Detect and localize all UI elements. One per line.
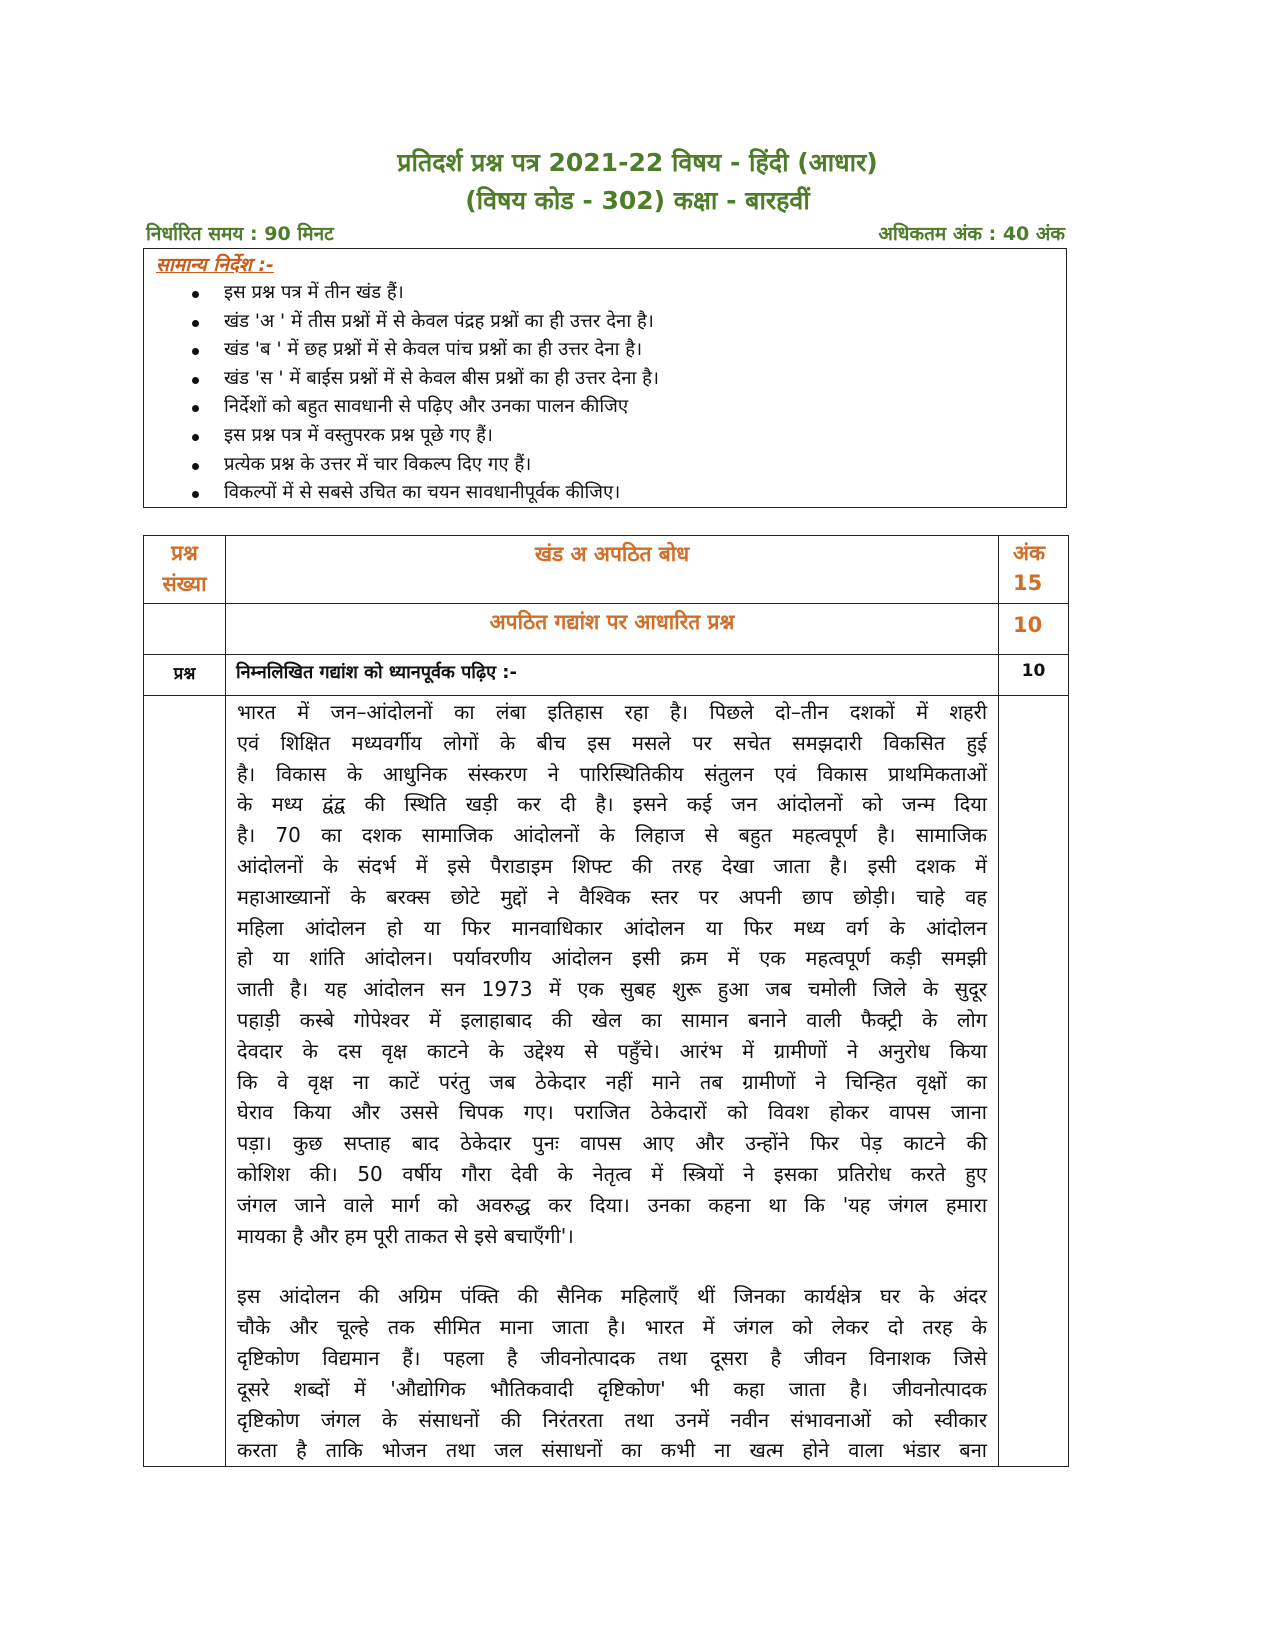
section-header-row [144,536,1069,604]
passage-line: महाआख्यानों के बरक्स छोटे मुद्दों ने वैश्विक स्तर पर अपनी छाप छोड़ी। चाहे वह [237,884,987,909]
allotted-time: निर्धारित समय : 90 मिनट [146,223,334,245]
passage-line: जंगल जाने वाले मार्ग को अवरुद्ध कर दिया। उनका कहना था कि 'यह जंगल हमारा [237,1192,987,1217]
subsection-title: अपठित गद्यांश पर आधारित प्रश्न [226,604,999,655]
empty-cell [144,696,226,1467]
max-marks: अधिकतम अंक : 40 अंक [878,223,1065,245]
passage-line: महिला आंदोलन हो या फिर मानवाधिकार आंदोलन या फिर मध्य वर्ग के आंदोलन [237,915,987,940]
paper-title-line2: (विषय कोड - 302) कक्षा - बारहवीं [465,186,810,215]
passage-line: जाती है। यह आंदोलन सन 1973 में एक सुबह शुरू हुआ जब चमोली जिले के सुदूर [237,977,987,1002]
passage-line: भारत में जन–आंदोलनों का लंबा इतिहास रहा है। पिछले दो–तीन दशकों में शहरी [237,700,987,724]
passage-line: इस आंदोलन की अग्रिम पंक्ति की सैनिक महिलाएँ थीं जिनका कार्यक्षेत्र घर के अंदर [237,1284,987,1309]
instruction-item: इस प्रश्न पत्र में वस्तुपरक प्रश्न पूछे गए हैं। [192,422,659,451]
passage-line: घेराव किया और उससे चिपक गए। पराजित ठेकेदारों को विवश होकर वापस जाना [237,1100,987,1125]
passage-text [226,696,999,1467]
instruction-item: खंड 'स ' में बाईस प्रश्नों में से केवल बीस प्रश्नों का ही उत्तर देना है। [192,365,659,394]
general-instructions-box [143,248,1067,508]
passage-line: दूसरे शब्दों में 'औद्योगिक भौतिकवादी दृष्टिकोण' भी कहा जाता है। जीवनोत्पादक [237,1376,987,1401]
instruction-item: खंड 'ब ' में छह प्रश्नों में से केवल पांच प्रश्नों का ही उत्तर देना है। [192,336,659,365]
header-text: प्रश्न [171,541,198,565]
passage-line: है। विकास के आधुनिक संस्करण ने पारिस्थितिकीय संतुलन एवं विकास प्राथमिकताओं [237,761,987,786]
passage-line: कोशिश की। 50 वर्षीय गौरा देवी के नेतृत्व में स्त्रियों ने इसका प्रतिरोध करते हुए [237,1161,987,1186]
instructions-heading: सामान्य निर्देश :- [156,254,274,276]
passage-line: कि वे वृक्ष ना काटें परंतु जब ठेकेदार नहीं माने तब ग्रामीणों ने चिन्हित वृक्षों का [237,1069,987,1094]
instruction-item: इस प्रश्न पत्र में तीन खंड हैं। [192,279,659,308]
passage-line: एवं शिक्षित मध्यवर्गीय लोगों के बीच इस मसले पर सचेत समझदारी विकसित हुई [237,730,987,755]
instruction-item: निर्देशों को बहुत सावधानी से पढ़िए और उनका पालन कीजिए [192,393,659,422]
section-marks: 15 [1013,571,1043,595]
question-table [143,535,1069,1467]
question-text: निम्नलिखित गद्यांश को ध्यानपूर्वक पढ़िए :- [226,655,999,696]
header-text: संख्या [162,572,207,596]
subsection-row [144,604,1069,655]
header-text: अंक [1013,541,1046,565]
question-number-header [144,536,226,604]
passage-row [144,696,1069,1467]
passage-line: के मध्य द्वंद्व की स्थिति खड़ी कर दी है। इसने कई जन आंदोलनों को जन्म दिया [237,792,987,817]
passage-line: करता है ताकि भोजन तथा जल संसाधनों का कभी ना खत्म होने वाला भंडार बना [237,1438,987,1463]
passage-line: है। 70 का दशक सामाजिक आंदोलनों के लिहाज से बहुत महत्वपूर्ण है। सामाजिक [237,823,987,848]
empty-cell [144,604,226,655]
passage-line: मायका है और हम पूरी ताकत से इसे बचाएँगी'। [237,1223,574,1248]
instructions-list [192,279,659,508]
subsection-marks: 10 [999,604,1069,655]
empty-cell [999,696,1069,1467]
passage-line: देवदार के दस वृक्ष काटने के उद्देश्य से पहुँचे। आरंभ में ग्रामीणों ने अनुरोध किया [237,1038,987,1063]
instruction-item: प्रत्येक प्रश्न के उत्तर में चार विकल्प दिए गए हैं। [192,451,659,480]
section-title: खंड अ अपठित बोध [226,536,999,604]
marks-header [999,536,1069,604]
paper-title-line1: प्रतिदर्श प्रश्न पत्र 2021-22 विषय - हिंदी (आधार) [397,148,878,177]
instruction-item: विकल्पों में से सबसे उचित का चयन सावधानीपूर्वक कीजिए। [192,479,659,508]
question-marks: 10 [999,655,1069,696]
passage-line: दृष्टिकोण जंगल के संसाधनों की निरंतरता तथा उनमें नवीन संभावनाओं को स्वीकार [237,1407,987,1432]
passage-line: पहाड़ी कस्बे गोपेश्वर में इलाहाबाद की खेल का सामान बनाने वाली फैक्ट्री के लोग [237,1007,987,1032]
passage-line: आंदोलनों के संदर्भ में इसे पैराडाइम शिफ्ट की तरह देखा जाता है। इसी दशक में [237,853,987,878]
question-label: प्रश्न [144,655,226,696]
passage-line: दृष्टिकोण विद्यमान हैं। पहला है जीवनोत्पादक तथा दूसरा है जीवन विनाशक जिसे [237,1345,987,1370]
instruction-item: खंड 'अ ' में तीस प्रश्नों में से केवल पंद्रह प्रश्नों का ही उत्तर देना है। [192,308,659,337]
passage-line: पड़ा। कुछ सप्ताह बाद ठेकेदार पुनः वापस आए और उन्होंने फिर पेड़ काटने की [237,1131,987,1156]
question-row [144,655,1069,696]
passage-line: हो या शांति आंदोलन। पर्यावरणीय आंदोलन इसी क्रम में एक महत्वपूर्ण कड़ी समझी [237,946,987,971]
passage-line: चौके और चूल्हे तक सीमित माना जाता है। भारत में जंगल को लेकर दो तरह के [237,1315,987,1340]
